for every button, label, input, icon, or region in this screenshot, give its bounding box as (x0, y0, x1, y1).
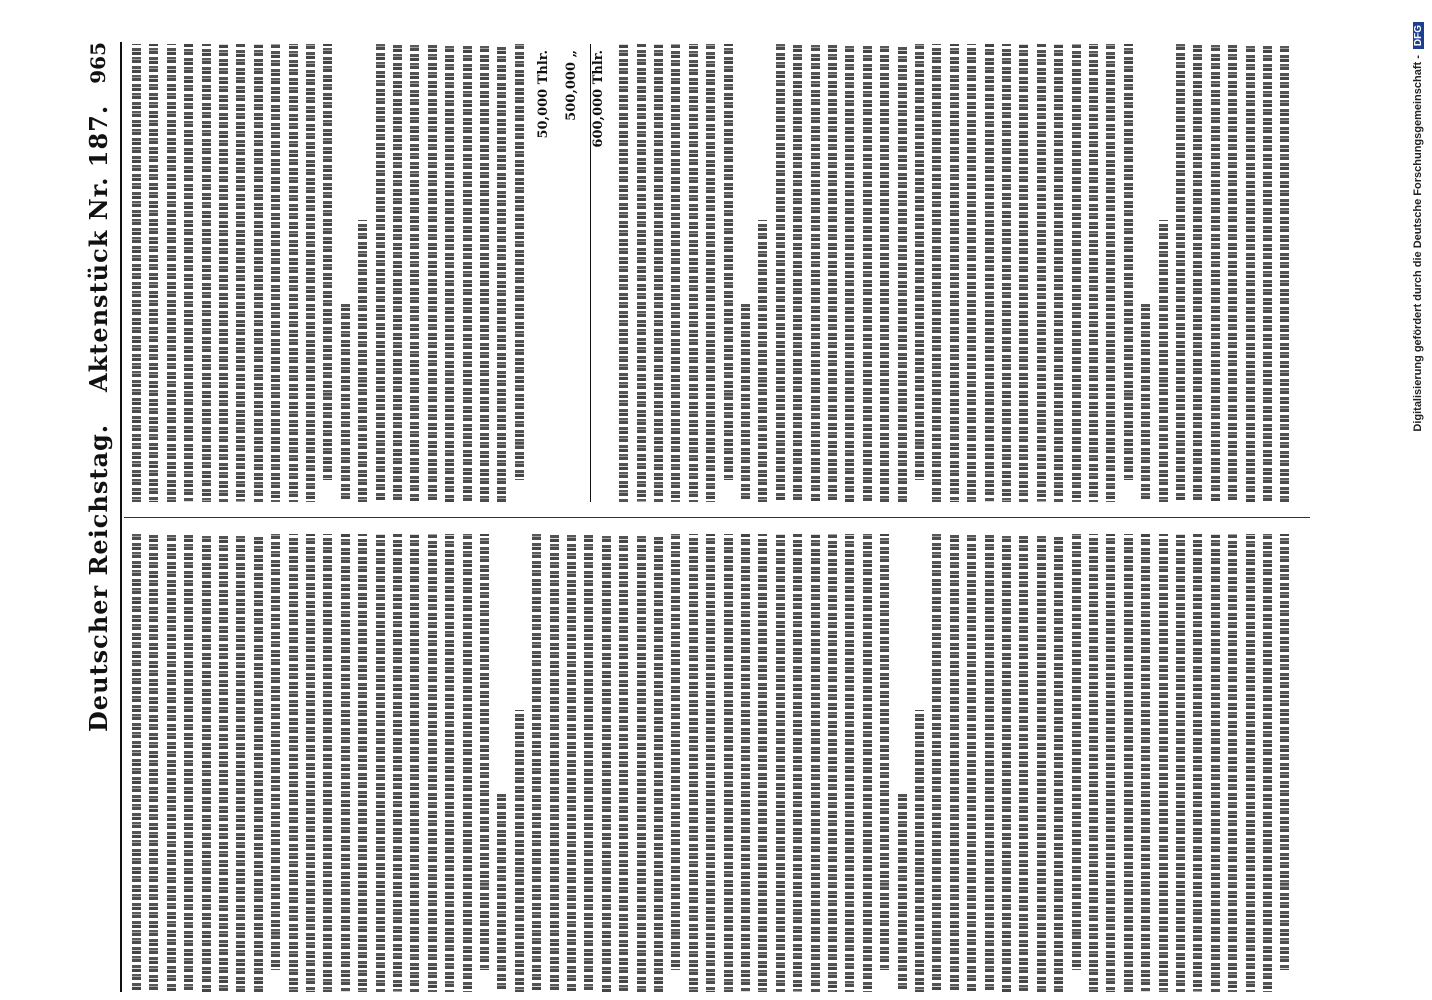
text-line (898, 794, 907, 992)
text-line (967, 44, 976, 502)
text-line (497, 794, 506, 992)
text-line (515, 710, 524, 992)
amount-row-1 (536, 44, 552, 502)
text-line (393, 534, 402, 992)
text-line (306, 44, 315, 502)
text-line (428, 44, 437, 502)
text-line (741, 534, 750, 992)
text-line (1159, 534, 1168, 992)
text-line (706, 534, 715, 992)
text-line (236, 534, 245, 992)
sheet-content (80, 42, 1310, 992)
text-line (880, 44, 889, 502)
text-line (184, 534, 193, 992)
running-header (80, 42, 122, 992)
text-line (1280, 44, 1289, 502)
text-line (637, 534, 646, 992)
text-line (1193, 44, 1202, 502)
text-line (1193, 534, 1202, 992)
text-line (428, 534, 437, 992)
text-line (445, 44, 454, 502)
text-line (863, 534, 872, 992)
text-line (341, 534, 350, 992)
text-line (741, 304, 750, 502)
text-line (637, 44, 646, 502)
text-line (828, 44, 837, 502)
page-number: 965 (86, 42, 110, 84)
credit-text-wrap (1412, 22, 1428, 982)
text-line (619, 44, 628, 502)
text-line (811, 44, 820, 502)
text-line (1072, 44, 1081, 502)
text-line (1002, 44, 1011, 502)
text-column-left (128, 534, 1308, 992)
column-divider (124, 517, 1310, 518)
text-line (1124, 44, 1133, 480)
text-line (1054, 534, 1063, 992)
text-line (184, 44, 193, 502)
amount-row-total (590, 44, 607, 502)
text-line (202, 44, 211, 502)
text-line (323, 534, 332, 992)
text-line (550, 534, 559, 992)
text-line (445, 534, 454, 992)
text-line (932, 534, 941, 992)
text-line (1141, 304, 1150, 502)
text-line (1211, 534, 1220, 992)
text-line (1089, 534, 1098, 992)
text-line (410, 44, 419, 502)
text-line (654, 44, 663, 502)
text-line (602, 534, 611, 992)
text-line (480, 534, 489, 970)
text-line (1037, 534, 1046, 992)
text-line (950, 44, 959, 502)
text-column-right (128, 44, 1308, 502)
text-line (1159, 220, 1168, 502)
text-line (149, 44, 158, 502)
text-line (497, 44, 506, 502)
text-line (532, 534, 541, 992)
text-line (289, 534, 298, 992)
text-line (167, 44, 176, 502)
text-line (236, 44, 245, 502)
text-line (1246, 44, 1255, 502)
text-line (1176, 534, 1185, 992)
text-line (776, 534, 785, 992)
text-line (306, 534, 315, 992)
text-line (271, 44, 280, 502)
text-line (1089, 44, 1098, 502)
credit-text: Digitalisierung gefördert durch die Deutsche Forschungsgemeinschaft - (1412, 55, 1424, 432)
amount-row-2 (564, 44, 580, 502)
text-line (689, 534, 698, 992)
text-line (1019, 534, 1028, 992)
text-line (254, 534, 263, 992)
text-line (915, 44, 924, 480)
text-line (271, 534, 280, 970)
text-line (654, 534, 663, 992)
text-line (967, 534, 976, 992)
text-line (1106, 534, 1115, 992)
text-line (1002, 534, 1011, 992)
text-line (1280, 534, 1289, 970)
running-head-left: Deutscher Reichstag. (84, 423, 113, 732)
text-line (149, 534, 158, 992)
text-line (793, 44, 802, 502)
text-line (845, 534, 854, 992)
text-line (671, 44, 680, 502)
text-line (358, 220, 367, 502)
text-line (758, 534, 767, 992)
dfg-logo: DFG (1413, 22, 1424, 49)
text-line (254, 44, 263, 502)
text-line (985, 44, 994, 502)
text-line (1072, 534, 1081, 970)
text-line (689, 44, 698, 502)
amount-value: 50,000 Thlr. (536, 50, 551, 139)
text-line (671, 534, 680, 970)
text-line (480, 44, 489, 502)
text-line (376, 534, 385, 992)
running-head-mid: Aktenstück Nr. 187. (84, 104, 113, 392)
text-line (341, 304, 350, 502)
text-line (463, 44, 472, 502)
text-line (1246, 534, 1255, 992)
text-line (898, 44, 907, 502)
text-line (724, 534, 733, 992)
text-line (758, 220, 767, 502)
text-line (1037, 44, 1046, 502)
text-line (1263, 534, 1272, 992)
text-line (1211, 44, 1220, 502)
text-line (393, 44, 402, 502)
amount-value: 500,000 „ (564, 50, 579, 121)
text-line (619, 534, 628, 992)
text-line (1263, 44, 1272, 502)
rotated-sheet (80, 42, 1310, 992)
text-line (950, 534, 959, 992)
text-line (132, 44, 141, 502)
text-line (410, 534, 419, 992)
text-line (323, 44, 332, 480)
text-line (776, 44, 785, 502)
text-line (932, 44, 941, 502)
text-line (1176, 44, 1185, 502)
text-line (1141, 534, 1150, 992)
text-line (828, 534, 837, 992)
text-line (1228, 534, 1237, 992)
text-line (132, 534, 141, 992)
text-line (289, 44, 298, 502)
text-line (167, 534, 176, 992)
text-line (1019, 44, 1028, 502)
text-line (463, 534, 472, 992)
text-line (1124, 534, 1133, 992)
text-line (811, 534, 820, 992)
text-line (202, 534, 211, 992)
text-line (358, 534, 367, 992)
text-line (219, 534, 228, 992)
amount-total: 600,000 Thlr. (591, 50, 606, 148)
text-line (376, 44, 385, 502)
digitization-credit (1412, 22, 1428, 982)
text-line (1106, 44, 1115, 502)
text-line (1054, 44, 1063, 502)
text-line (863, 44, 872, 502)
text-line (793, 534, 802, 992)
text-line (219, 44, 228, 502)
text-line (985, 534, 994, 992)
text-line (515, 44, 524, 480)
text-line (880, 534, 889, 970)
text-line (845, 44, 854, 502)
text-line (584, 534, 593, 992)
text-line (724, 44, 733, 480)
text-line (915, 710, 924, 992)
text-line (567, 534, 576, 992)
text-line (1228, 44, 1237, 502)
text-line (706, 44, 715, 502)
